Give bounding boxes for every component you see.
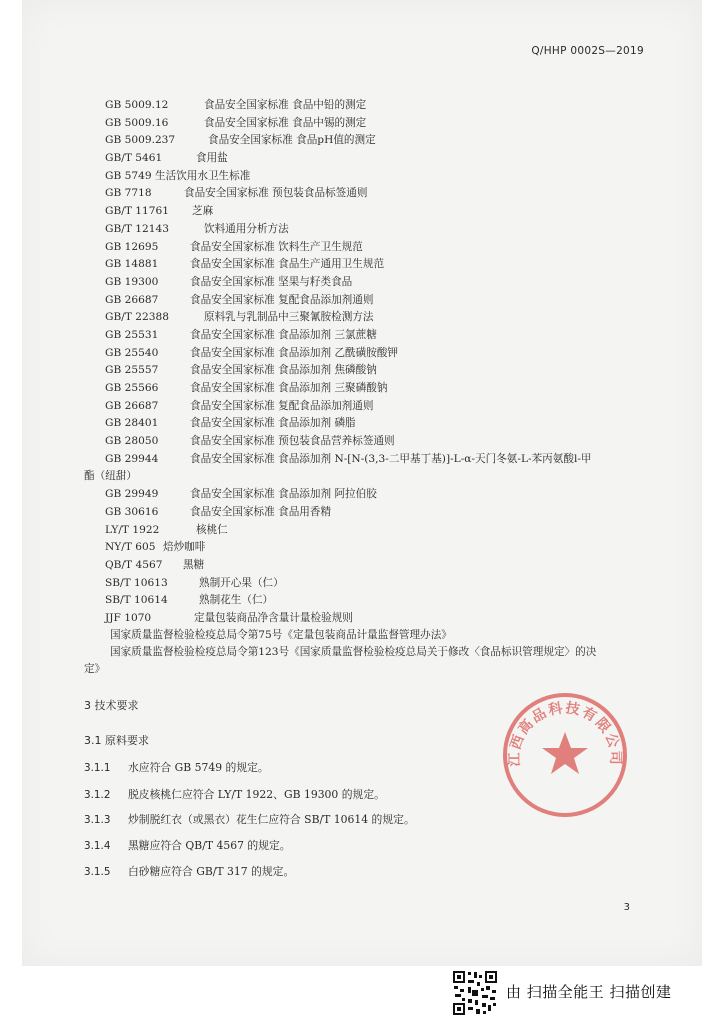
reference-item [22,592,702,610]
reference-title: 食品安全国家标准 食品中铅的测定 [204,99,367,111]
reference-title: 食用盐 [196,152,228,165]
reference-item [22,362,702,380]
clause-text: 白砂糖应符合 GB/T 317 的规定。 [128,865,295,878]
reference-code: GB 14881 [105,258,159,271]
seal-text: 江西高品科技有限公司 [506,700,624,767]
reference-title: 食品安全国家标准 食品添加剂 三聚磷酸钠 [190,382,388,394]
reference-item [22,115,702,133]
reference-item [22,274,702,292]
clause-item [84,760,269,775]
reference-title: 生活饮用水卫生标准 [155,169,251,182]
clause-text: 脱皮核桃仁应符合 LY/T 1922、GB 19300 的规定。 [128,788,385,801]
reference-code: GB 29949 [105,488,159,501]
clause-number: 3.1.3 [84,814,111,826]
reference-title: 食品安全国家标准 预包装食品营养标签通则 [190,435,395,448]
reference-item [22,345,702,363]
reference-title: 核桃仁 [196,523,228,536]
reference-item [22,433,702,451]
reference-code: GB 5009.12 [105,99,169,111]
reference-title: 饮料通用分析方法 [204,222,289,235]
clause-text: 炒制脱红衣（或黑衣）花生仁应符合 SB/T 10614 的规定。 [128,813,415,826]
reference-title: 食品安全国家标准 食品添加剂 乙酰磺胺酸钾 [190,346,399,359]
reference-code: GB 7718 [105,187,152,200]
reference-title: 食品安全国家标准 食品添加剂 磷脂 [190,417,356,430]
clause-text: 水应符合 GB 5749 的规定。 [128,761,269,774]
reference-item [22,132,702,150]
reference-code: GB 25557 [105,364,159,377]
reference-title: 食品安全国家标准 复配食品添加剂通则 [190,293,374,306]
reference-code: GB 25531 [105,328,159,341]
clause-number: 3.1.5 [84,866,111,878]
reference-code: GB/T 22388 [105,311,169,324]
reference-code: LY/T 1922 [105,523,160,536]
clause-number: 3.1.4 [84,840,111,852]
reference-title: 定量包装商品净含量计量检验规则 [194,611,353,624]
reference-code: GB/T 12143 [105,222,169,235]
reference-item [22,203,702,221]
reference-code: GB 12695 [105,240,159,253]
reference-code: GB 28401 [105,417,159,430]
decree-line-1: 国家质量监督检验检疫总局令第75号《定量包装商品计量监督管理办法》 [110,629,452,641]
reference-code: NY/T 605 [105,541,156,554]
reference-title: 食品安全国家标准 坚果与籽类食品 [190,275,353,288]
reference-title: 食品安全国家标准 食品中锡的测定 [204,116,367,129]
reference-item [22,557,702,575]
reference-code: GB 5749 [105,169,152,182]
reference-title: 原料乳与乳制品中三聚氰胺检测方法 [204,311,374,324]
reference-item [22,610,702,628]
reference-title: 芝麻 [192,205,214,218]
reference-item [22,504,702,522]
company-seal-icon [500,690,630,820]
clause-item [84,838,291,853]
clause-text: 黑糖应符合 QB/T 4567 的规定。 [128,839,291,852]
clause-number: 3.1.2 [84,789,111,801]
reference-title: 食品安全国家标准 食品用香精 [190,505,332,518]
reference-item [22,309,702,327]
reference-item [22,486,702,504]
document-page [22,0,702,966]
reference-code: GB 26687 [105,293,159,306]
reference-title: 熟制花生（仁） [199,594,274,607]
reference-code: JJF 1070 [105,611,152,624]
reference-title: 食品安全国家标准 食品添加剂 N-[N-(3,3-二甲基丁基)]-L-α-天门冬氨-L-苯丙氨酸l-甲 [190,452,592,465]
reference-code: GB 26687 [105,399,159,412]
page-number: 3 [623,902,630,913]
reference-item [22,327,702,345]
reference-code: GB 29944 [105,452,159,465]
reference-code: SB/T 10614 [105,594,168,607]
decree-line-2: 国家质量监督检验检疫总局令第123号《国家质量监督检验检疫总局关于修改〈食品标识管理规定〉的决 [110,646,597,658]
reference-item [22,522,702,540]
document-id: Q/HHP 0002S—2019 [531,45,644,57]
reference-title: 熟制开心果（仁） [199,576,284,589]
reference-item [22,468,702,486]
reference-item [22,292,702,310]
reference-title: 酯（纽甜） [84,470,137,483]
reference-code: GB/T 5461 [105,152,163,165]
scanner-footer-text: 由 扫描全能王 扫描创建 [506,983,672,1001]
reference-item [22,97,702,115]
reference-title: 食品安全国家标准 食品pH值的测定 [208,134,376,147]
reference-item [22,575,702,593]
reference-item [22,256,702,274]
clause-number: 3.1.1 [84,762,111,774]
reference-item [22,150,702,168]
reference-code: GB 28050 [105,435,159,448]
subsection-heading: 3.1 原料要求 [84,734,149,747]
reference-item [22,539,702,557]
reference-item [22,168,702,186]
reference-code: GB/T 11761 [105,205,169,218]
reference-title: 食品安全国家标准 饮料生产卫生规范 [190,240,363,253]
clause-item [84,787,385,802]
reference-item [22,185,702,203]
reference-code: GB 5009.16 [105,116,169,129]
reference-code: GB 25566 [105,382,159,394]
decree-line-3: 定》 [84,663,106,675]
reference-item [22,239,702,257]
reference-list [22,97,702,628]
section-heading: 3 技术要求 [84,699,139,712]
reference-title: 焙炒咖啡 [163,541,206,554]
reference-code: GB 19300 [105,275,159,288]
reference-title: 食品安全国家标准 食品生产通用卫生规范 [190,258,385,271]
reference-item [22,221,702,239]
clause-item [84,864,294,879]
reference-item [22,451,702,469]
reference-title: 食品安全国家标准 食品添加剂 焦磷酸钠 [190,364,377,377]
reference-title: 黑糖 [183,558,205,571]
reference-code: GB 30616 [105,505,159,518]
reference-title: 食品安全国家标准 食品添加剂 阿拉伯胶 [190,488,377,501]
qr-code-icon [452,970,498,1016]
clause-item [84,812,415,827]
reference-title: 食品安全国家标准 食品添加剂 三氯蔗糖 [190,328,377,341]
reference-title: 食品安全国家标准 复配食品添加剂通则 [190,399,374,412]
reference-item [22,380,702,398]
reference-code: QB/T 4567 [105,558,163,571]
reference-code: GB 25540 [105,346,159,359]
reference-code: GB 5009.237 [105,134,176,147]
reference-item [22,415,702,433]
reference-item [22,398,702,416]
reference-code: SB/T 10613 [105,576,168,589]
reference-title: 食品安全国家标准 预包装食品标签通则 [184,187,368,200]
